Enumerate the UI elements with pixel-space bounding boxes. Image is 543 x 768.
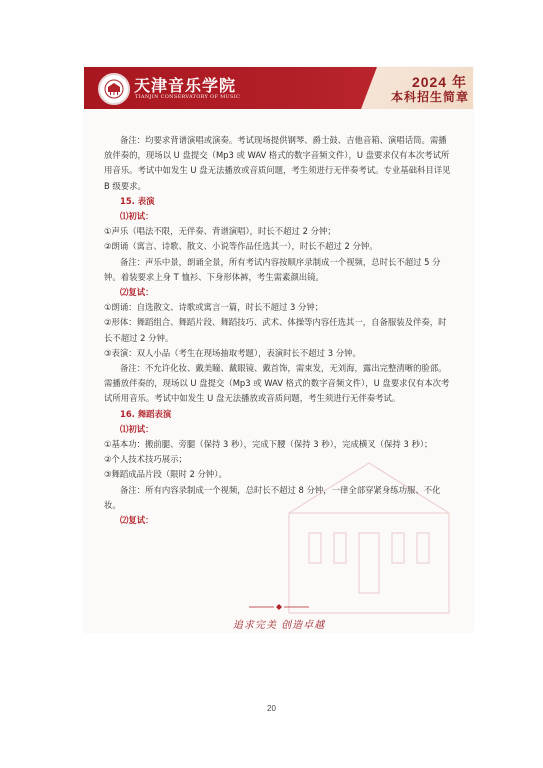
school-name: 天津音乐学院 — [134, 76, 237, 95]
subsection-title: ⑴初试： — [120, 423, 154, 434]
subsection-title: ⑴初试： — [120, 211, 154, 222]
list-item: ③舞蹈成品片段（限时 2 分钟）。 — [104, 469, 227, 480]
slogan: 追求完美 创造卓越 — [232, 620, 326, 631]
subsection-title: ⑵复试： — [120, 287, 154, 298]
note-paragraph: 备注：不允许化妆、戴美瞳、戴眼镜、戴首饰，需束发，无刘海，露出完整清晰的脸部。需播放伴奏的，现场以 U 盘提交（Mp3 或 WAV 格式的数字音频文件），U 盘要求仅有本次考试所用音乐。考试中如发生 U 盘无法播放或音质问题，考生须进行无伴奏考试。 — [104, 363, 450, 404]
document-page — [84, 67, 473, 632]
school-name-en: TIANJIN CONSERVATORY OF MUSIC — [135, 94, 241, 100]
section-title: 15. 表演 — [120, 195, 155, 206]
list-item: ②个人技术技巧展示； — [104, 454, 187, 465]
school-crest-icon — [98, 73, 130, 105]
list-item: ①基本功：搬前腿、旁腿（保持 3 秒），完成下腰（保持 3 秒），完成横叉（保持 3 秒）； — [104, 439, 433, 450]
note-paragraph: 备注：所有内容录制成一个视频，总时长不超过 8 分钟，一律全部穿紧身练功服、不化妆。 — [104, 484, 441, 510]
year-label: 2024 年 — [411, 74, 467, 90]
subsection-title: ⑵复试： — [120, 515, 154, 526]
note-paragraph: 备注：均要求背谱演唱或演奏。考试现场提供钢琴、爵士鼓、吉他音箱、演唱话筒。需播放伴奏的，现场以 U 盘提交（Mp3 或 WAV 格式的数字音频文件），U 盘要求仅有本次考试所用音乐。考试中如发生 U 盘无法播放或音质问题，考生须进行无伴奏考试。专业基础科目详见 B 级要求。 — [104, 135, 451, 191]
header-band — [84, 67, 473, 109]
document-body — [104, 133, 454, 528]
page-number: 20 — [267, 704, 276, 713]
list-item: ③表演：双人小品（考生在现场抽取考题），表演时长不超过 3 分钟。 — [104, 347, 361, 358]
footer-slogan-block — [219, 597, 339, 631]
list-item: ①朗诵：自选散文、诗歌或寓言一篇，时长不超过 3 分钟； — [104, 302, 324, 313]
ornament-icon — [249, 604, 309, 610]
list-item: ①声乐（唱法不限，无伴奏、背谱演唱），时长不超过 2 分钟； — [104, 226, 336, 237]
list-item: ②形体：舞蹈组合、舞蹈片段、舞蹈技巧、武术、体操等内容任选其一，自备服装及伴奏，时长不超过 2 分钟。 — [104, 317, 447, 343]
section-title: 16. 舞蹈表演 — [120, 408, 172, 419]
brochure-title: 本科招生简章 — [390, 90, 469, 104]
list-item: ②朗诵（寓言、诗歌、散文、小说等作品任选其一），时长不超过 2 分钟。 — [104, 241, 378, 252]
note-paragraph: 备注：声乐中景，朗诵全景，所有考试内容按顺序录制成一个视频，总时长不超过 5 分钟。着装要求上身 T 恤衫、下身形体裤，考生需素颜出镜。 — [104, 256, 441, 282]
